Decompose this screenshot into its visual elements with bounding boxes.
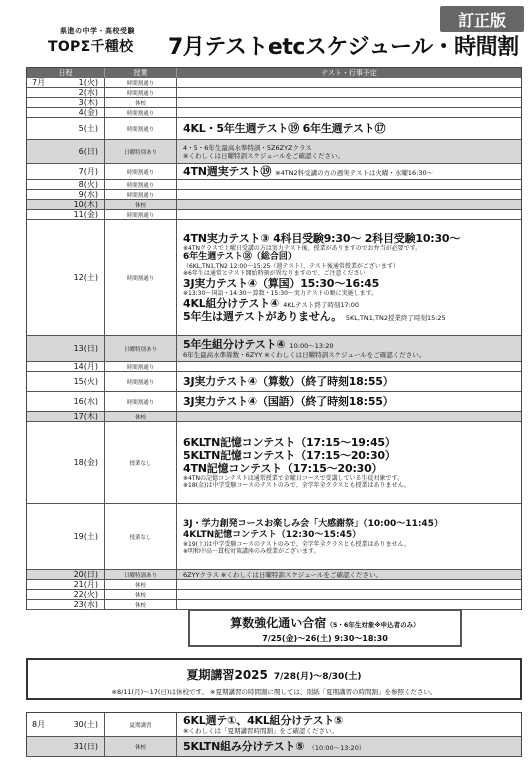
class-cell: 時間割通り [105, 78, 177, 87]
page-title: 7月テストetcスケジュール・時間割 [168, 35, 519, 60]
event-main-text: 4KL組分けテスト④ [183, 297, 280, 310]
event-line: 3J実力テスト④（算数）（終了時刻18:55） [183, 375, 394, 388]
event-line [183, 338, 334, 351]
event-cell [177, 504, 521, 569]
day-label: 31(日) [73, 742, 98, 751]
event-line: 4・5・6年生最高水準特訓・5Z6ZYZクラス [183, 143, 312, 152]
table-row [27, 422, 521, 504]
event-line: 4KLTN記憶コンテスト（12:30～15:45） [183, 529, 362, 540]
date-cell [27, 88, 105, 97]
event-line: ※13:30～国語・14:30～算数・15:30～実力テストの順に実施します。 [183, 290, 378, 297]
revision-badge: 訂正版 [440, 6, 524, 32]
event-cell [177, 372, 521, 391]
event-cell [177, 362, 521, 371]
day-label: 2(水) [78, 88, 98, 97]
summer-course-dates: 7/28(月)～8/30(土) [273, 672, 362, 682]
table-row [27, 88, 521, 98]
date-cell [27, 210, 105, 219]
table-row [27, 220, 521, 336]
event-line [183, 297, 359, 310]
table-row [27, 210, 521, 220]
class-cell: 時間割通り [105, 164, 177, 179]
class-cell: 休校 [105, 600, 177, 609]
event-main-text: 4TN週実テスト⑲ [183, 165, 272, 178]
table-row [27, 362, 521, 372]
event-cell [177, 118, 521, 139]
event-cell [177, 220, 521, 335]
event-line: 4KL・5年生週テスト⑲ 6年生週テスト⑰ [183, 122, 386, 135]
event-cell [177, 336, 521, 361]
day-label: 3(木) [78, 98, 98, 107]
event-line: ※明和中高一貫校対策講座のみ授業がございます。 [183, 547, 320, 555]
class-cell: 時間割通り [105, 210, 177, 219]
date-cell [27, 118, 105, 139]
date-cell [27, 600, 105, 609]
event-line: ※6年生は通常とテスト開始時刻が異なりますので、ご注意ください [183, 270, 366, 277]
class-cell: 休校 [105, 737, 177, 756]
date-cell [27, 200, 105, 209]
header [0, 0, 532, 66]
event-line: 6ZYYクラス ※くわしくは日曜特訓スケジュールをご確認ください。 [183, 570, 382, 579]
event-main-text: 5年生は週テストがありません。 [183, 310, 342, 323]
date-cell [27, 140, 105, 163]
month-label: 8月 [32, 720, 46, 729]
date-cell [27, 220, 105, 335]
day-label: 5(土) [78, 124, 98, 133]
header-date: 日程 [27, 68, 105, 78]
header-event: テスト・行事予定 [321, 69, 377, 77]
class-cell: 日曜特訓あり [105, 570, 177, 579]
date-cell [27, 504, 105, 569]
class-cell: 時間割通り [105, 88, 177, 97]
date-cell [27, 108, 105, 117]
table-row [27, 504, 521, 570]
table-row [27, 737, 521, 757]
summer-course-title: 夏期講習2025 [186, 668, 268, 682]
date-cell [27, 713, 105, 736]
class-cell: 時間割通り [105, 392, 177, 411]
table-row [27, 336, 521, 362]
event-line: 5KLTN記憶コンテスト（17:15～20:30） [183, 449, 396, 462]
event-cell [177, 200, 521, 209]
event-cell [177, 422, 521, 503]
table-row [27, 78, 521, 88]
event-cell [177, 737, 521, 756]
math-camp-dates: 7/25(金)～26(土) 9:30～18:30 [262, 634, 388, 643]
school-subtitle: 県進の中学・高校受験 [60, 27, 135, 35]
table-header [27, 68, 521, 78]
date-cell [27, 362, 105, 371]
class-cell: 時間割通り [105, 372, 177, 391]
event-main-text: 5KLTN組み分けテスト⑤ [183, 740, 305, 753]
event-line: 6年生最高水準算数・6ZYY ※くわしくは日曜特訓スケジュールをご確認ください。 [183, 351, 426, 359]
event-line: 4TN記憶コンテスト（17:15～20:30） [183, 462, 383, 475]
table-row [27, 98, 521, 108]
table-row [27, 580, 521, 590]
table-row [27, 200, 521, 210]
date-cell [27, 412, 105, 421]
table-row [27, 180, 521, 190]
school-name: TOPΣ千種校 [48, 39, 134, 55]
event-line: ※くわしくは日曜特訓スケジュールをご確認ください。 [183, 151, 345, 160]
event-cell [177, 180, 521, 189]
day-label: 19(土) [73, 532, 98, 541]
schedule-table [26, 67, 522, 610]
class-cell: 休校 [105, 590, 177, 599]
august-rows [27, 713, 521, 757]
day-label: 21(月) [73, 580, 98, 589]
event-line: ※18(金)は中学受験コースのテストのみで、全学年全クラスとも授業はありません。 [183, 482, 410, 489]
event-line: ※4TNクラスで土曜日受講の方は実力テスト後、授業がありますのでお弁当が必要です。 [183, 245, 422, 252]
day-label: 12(土) [73, 273, 98, 282]
event-note-text: （10:00～13:20） [308, 744, 366, 752]
date-cell [27, 590, 105, 599]
event-main-text: 5年生組分けテスト④ [183, 338, 286, 351]
event-note-text: ※4TN2科受講の方の週実テストは火曜・水曜16:30～ [275, 169, 434, 177]
table-row [27, 118, 521, 140]
class-cell: 時間割通り [105, 190, 177, 199]
event-cell [177, 140, 521, 163]
event-line [183, 165, 433, 178]
event-cell [177, 580, 521, 589]
event-cell [177, 412, 521, 421]
day-label: 9(水) [78, 190, 98, 199]
event-cell [177, 164, 521, 179]
event-line: ※くわしくは「夏期講習時間割」をご確認ください。 [183, 727, 338, 735]
day-label: 6(日) [78, 147, 98, 156]
table-row [27, 140, 521, 164]
math-camp-title: 算数強化通い合宿 [230, 616, 327, 630]
event-cell [177, 210, 521, 219]
class-cell: 日曜特別あり [105, 336, 177, 361]
table-row [27, 190, 521, 200]
event-line: 3J実力テスト④（国語）（終了時刻18:55） [183, 395, 394, 408]
day-label: 13(日) [73, 344, 98, 353]
table-row [27, 392, 521, 412]
class-cell: 時間割通り [105, 118, 177, 139]
class-cell: 休校 [105, 98, 177, 107]
event-note-text: 10:00～13:20 [289, 342, 334, 350]
event-line: （6KL,TN1,TN2 12:00～15:25（週テスト）、テスト後通常授業がございます） [183, 263, 399, 270]
class-cell: 休校 [105, 580, 177, 589]
class-cell: 時間割通り [105, 220, 177, 335]
day-label: 16(水) [73, 397, 98, 406]
table-row [27, 590, 521, 600]
august-table [26, 712, 522, 757]
table-row [27, 372, 521, 392]
date-cell [27, 180, 105, 189]
schedule-rows [27, 78, 521, 610]
table-row [27, 108, 521, 118]
day-label: 10(木) [73, 200, 98, 209]
date-cell [27, 190, 105, 199]
math-camp-note: （5・6年生対象※申込者のみ） [326, 621, 420, 629]
day-label: 15(火) [73, 377, 98, 386]
date-cell [27, 737, 105, 756]
math-camp-title-line [190, 614, 460, 631]
event-cell [177, 590, 521, 599]
event-line: 6年生週テスト⑱（総合回） [183, 252, 297, 262]
event-line: 6KL週テ①、4KL組分けテスト⑤ [183, 714, 344, 727]
event-line: 3J・学力創発コースお楽しみ会「大感謝祭」（10:00～11:45） [183, 518, 443, 529]
event-cell [177, 570, 521, 579]
event-cell [177, 78, 521, 87]
class-cell: 日曜特別あり [105, 140, 177, 163]
event-line: ※19(土)は中学受験コースのテストのみで、全学年全クラスとも授業はありません。 [183, 540, 410, 548]
class-cell: 休校 [105, 200, 177, 209]
summer-course-box [26, 658, 522, 700]
event-line [183, 310, 446, 323]
event-cell [177, 98, 521, 107]
day-label: 23(水) [73, 600, 98, 609]
math-camp-box [188, 609, 462, 647]
table-row [27, 570, 521, 580]
date-cell [27, 372, 105, 391]
day-label: 17(木) [73, 412, 98, 421]
class-cell: 時間割通り [105, 108, 177, 117]
day-label: 14(月) [73, 362, 98, 371]
day-label: 11(金) [73, 210, 98, 219]
event-cell [177, 392, 521, 411]
summer-course-title-line [28, 666, 520, 683]
event-line: ※4TNの記憶コンテストは通常授業で金曜日コースで受講している生徒対象です。 [183, 475, 403, 482]
day-label: 20(日) [73, 570, 98, 579]
class-cell: 休校 [105, 412, 177, 421]
day-label: 1(火) [78, 78, 98, 87]
class-cell: 夏期講習 [105, 713, 177, 736]
date-cell [27, 164, 105, 179]
event-cell [177, 88, 521, 97]
day-label: 8(火) [78, 180, 98, 189]
class-cell: 時間割通り [105, 180, 177, 189]
table-row [27, 412, 521, 422]
class-cell: 時間割通り [105, 362, 177, 371]
day-label: 4(金) [78, 108, 98, 117]
event-line: 3J実力テスト④（算国）15:30～16:45 [183, 277, 380, 290]
day-label: 30(土) [73, 720, 98, 729]
date-cell [27, 336, 105, 361]
event-line: 6KLTN記憶コンテスト（17:15～19:45） [183, 436, 396, 449]
class-cell: 授業なし [105, 422, 177, 503]
date-cell [27, 422, 105, 503]
event-cell [177, 600, 521, 609]
event-note-text: 5KL,TN1,TN2授業終了時刻15:25 [345, 314, 446, 322]
date-cell [27, 580, 105, 589]
date-cell [27, 570, 105, 579]
event-cell [177, 713, 521, 736]
day-label: 7(月) [78, 167, 98, 176]
date-cell [27, 78, 105, 87]
header-class: 授業 [105, 68, 177, 78]
event-note-text: 4KLテスト終了時刻17:00 [283, 301, 360, 309]
table-row [27, 713, 521, 737]
date-cell [27, 392, 105, 411]
event-cell [177, 190, 521, 199]
event-cell [177, 108, 521, 117]
class-cell: 授業なし [105, 504, 177, 569]
summer-course-note: ※8/11(月)～17(日)は休校です。 ※夏期講習の時間割に関しては、別紙「夏期講習の時間割」を参照ください。 [111, 688, 437, 696]
day-label: 18(金) [73, 458, 98, 467]
day-label: 22(火) [73, 590, 98, 599]
event-line: 4TN実力テスト③ 4科目受験9:30～ 2科目受験10:30～ [183, 232, 461, 245]
table-row [27, 164, 521, 180]
date-cell [27, 98, 105, 107]
event-line [183, 740, 365, 753]
month-label: 7月 [32, 78, 46, 87]
